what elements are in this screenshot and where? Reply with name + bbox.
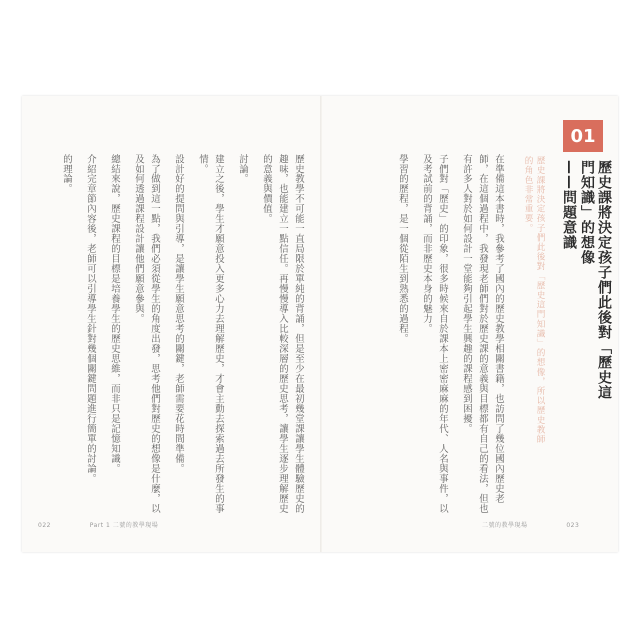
pull-quote: 歷史課將決定孩子們此後對「歷史這門知識」的想像，所以歷史教師的角色非常重要。	[523, 156, 545, 444]
paragraph: 總結來說，歷史課程的目標是培養學生的歷史思維，而非只是記憶知識。	[109, 154, 120, 474]
running-title: 二號的教學現場	[112, 522, 159, 529]
left-page-body	[58, 154, 306, 514]
paragraph: 的理論。	[61, 154, 72, 194]
paragraph: 為了做到這一點，我們必須從學生的角度出發，思考他們對歷史的想像是什麼，以及如何透過課程設計讓他們願意參與。	[133, 154, 160, 514]
paragraph: 在準備這本書時，我參考了國內的歷史教學相關書籍，也訪問了幾位國內歷史老師，在這個過程中，我發現老師們對於歷史課的意義與目標都有自己的看法，但也有許多人對於如何設計一堂能夠引起學生興趣的課程感到困擾。	[461, 154, 504, 514]
left-page-footer	[38, 520, 158, 529]
paragraph: 討論。	[237, 154, 248, 184]
chapter-number-badge: 01	[563, 120, 603, 152]
page-number: 023	[566, 522, 580, 529]
chapter-title: 歷史課將決定孩子們此後對「歷史這門知識」的想像	[579, 160, 612, 400]
book-spread	[22, 96, 618, 552]
right-page-body	[397, 154, 506, 514]
paragraph: 介紹完章節內容後，老師可以引導學生針對幾個關鍵問題進行簡單的討論。	[85, 154, 96, 484]
paragraph: 設計好的提問與引導，是讓學生願意思考的關鍵，老師需要花時間準備。	[173, 154, 184, 474]
paragraph: 建立之後，學生才願意投入更多心力去理解歷史，才會主動去探索過去所發生的事情。	[197, 154, 224, 514]
right-page-footer	[482, 520, 579, 529]
running-title: 二號的教學現場	[482, 522, 528, 529]
paragraph: 子們對「歷史」的印象，很多時候來自於課本上密密麻麻的年代、人名與事件，以及考試前的背誦，而非歷史本身的魅力。	[421, 154, 448, 514]
paragraph: 學習的歷程，是一個從陌生到熟悉的過程。	[397, 154, 408, 344]
page-number: 022	[38, 522, 51, 529]
part-label: Part 1	[89, 522, 111, 529]
paragraph: 歷史教學不可能一直局限於單純的背誦，但是至少在最初幾堂課讓學生體驗歷史的趣味，也能建立一點信任。再慢慢導入比較深層的歷史思考，讓學生逐步理解歷史的意義與價值。	[261, 154, 304, 514]
chapter-subtitle: ——問題意識	[561, 160, 577, 250]
page-gutter	[320, 96, 322, 552]
